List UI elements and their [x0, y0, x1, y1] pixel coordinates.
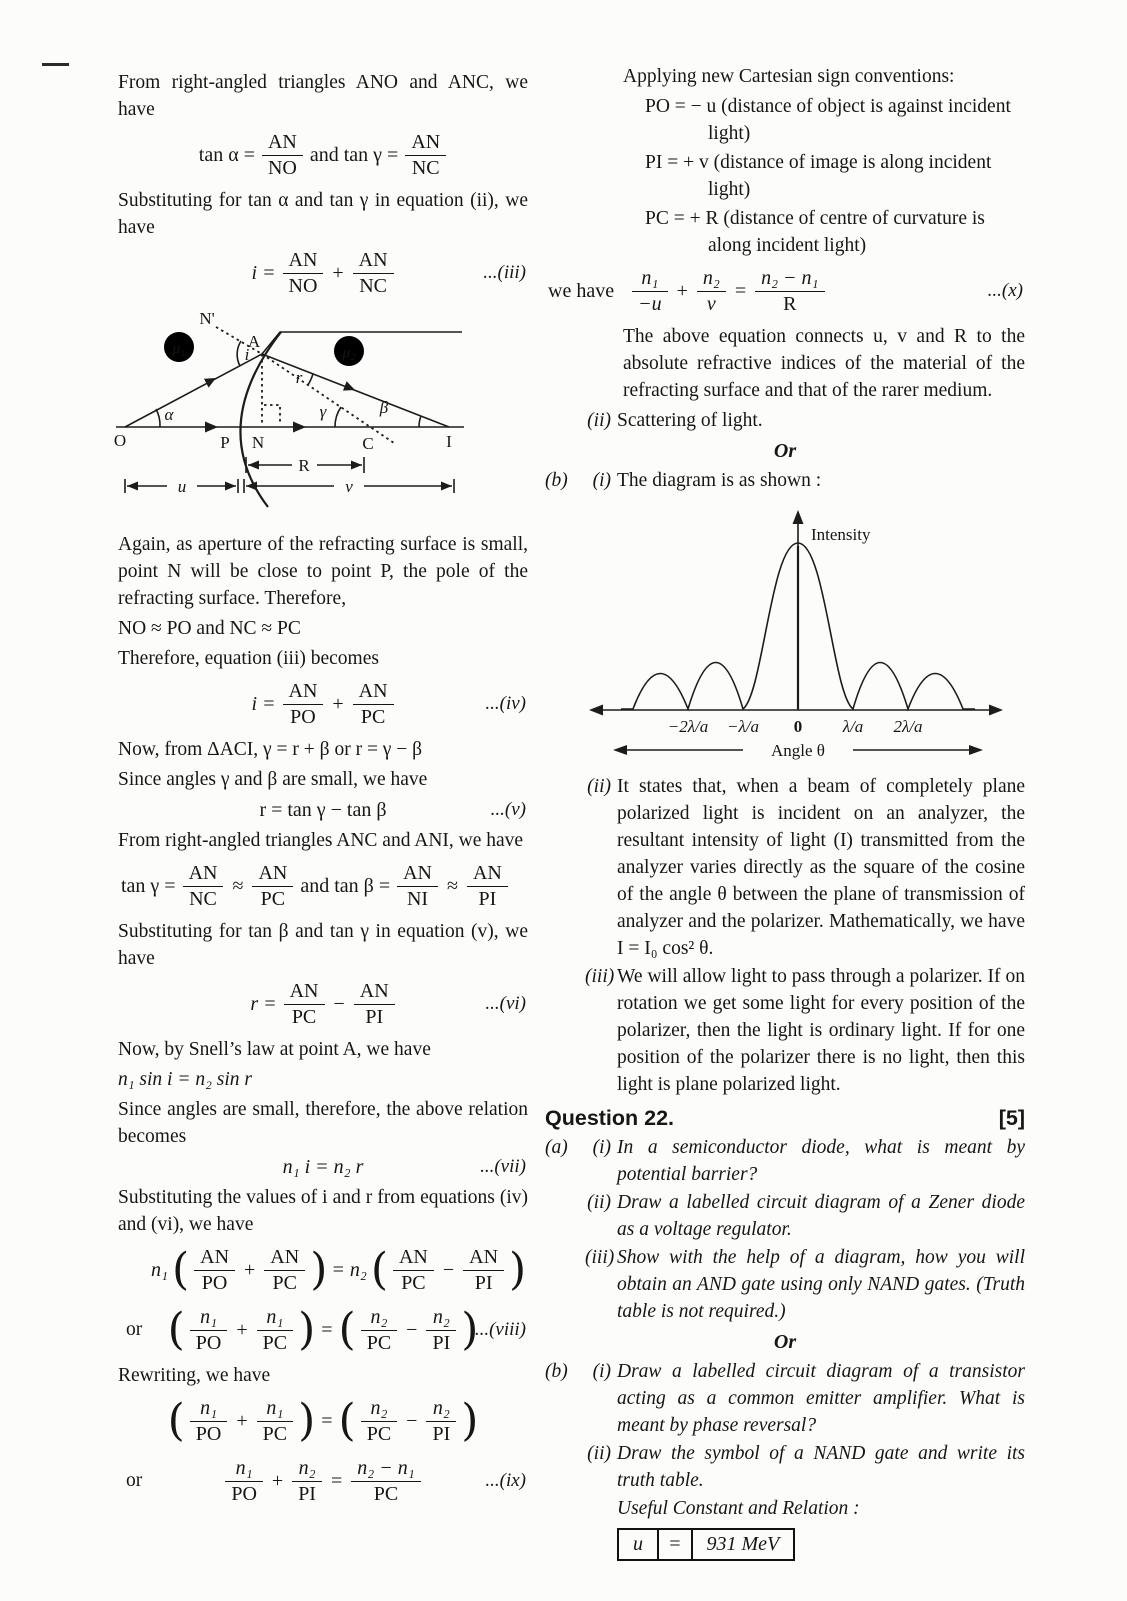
n-prime-label: N': [199, 309, 215, 328]
y-axis-label: Intensity: [811, 525, 871, 544]
spacer: [585, 1495, 617, 1522]
question-b-ii: (ii) Draw the symbol of a NAND gate and write its truth table.: [545, 1440, 1025, 1494]
fraction: $\frac{\text{n₁}}{PO}$: [225, 1456, 263, 1507]
paragraph: Since angles are small, therefore, the above relation becomes: [118, 1099, 528, 1147]
paragraph: From right-angled triangles ANO and ANC, we have: [118, 72, 528, 120]
angle-gamma-arc: [335, 407, 341, 427]
diffraction-svg: [583, 498, 1013, 766]
question-a-ii: (ii) Draw a labelled circuit diagram of a Zener diode as a voltage regulator.: [545, 1189, 1025, 1243]
fraction: $\frac{\text{n₂}}{v}$: [697, 266, 726, 317]
part-label: (a): [545, 1137, 568, 1158]
y-axis-arrowhead: [793, 510, 804, 524]
equation-vi: r = $\frac{AN}{PC}$ − $\frac{AN}{PI}$ ...(vi): [250, 979, 526, 1028]
item-number: (i): [592, 1137, 611, 1158]
paragraph: Substituting the values of i and r from equations (iv) and (vi), we have: [118, 1187, 528, 1235]
equation-iv: i = $\frac{AN}{PO}$ + $\frac{AN}{PC}$ ...(iv): [251, 679, 526, 728]
fraction: $\frac{AN}{NC}$: [405, 130, 446, 181]
fraction: $\frac{\text{n₂}}{PI}$: [426, 1396, 456, 1447]
question-a-i: (a) (i) In a semiconductor diode, what is meant by potential barrier?: [545, 1134, 1025, 1188]
fraction: $\frac{\text{n₁}}{-u}$: [632, 266, 668, 317]
tick-label: −λ/a: [726, 717, 760, 736]
equation-substituted: n₁ ( $\frac{AN}{PO}$ + $\frac{AN}{PC}$ ) = n₂ ( $\frac{AN}{PC}$ − $\frac{AN}{PI}$ ): [151, 1244, 527, 1296]
constant-value-cell: 931 MeV: [692, 1529, 795, 1560]
angle-r-label: r: [295, 368, 303, 387]
refraction-ray-diagram: [106, 307, 528, 527]
fraction: $\frac{AN}{PC}$: [252, 861, 293, 912]
right-column: [545, 60, 1025, 1561]
constant-symbol-cell: u: [618, 1529, 658, 1560]
angle-beta-label: β: [379, 398, 389, 417]
tick-label: λ/a: [842, 717, 864, 736]
equation-number: ...(iv): [485, 693, 526, 714]
answer-b-i: (b) (i) The diagram is as shown :: [545, 467, 1025, 494]
part-label: (b): [545, 470, 568, 491]
x-axis-label: Angle θ: [771, 741, 825, 760]
axis-arrowhead: [293, 422, 306, 433]
item-number: (ii): [587, 410, 611, 431]
equation-v: r = tan γ − tan β ...(v): [259, 798, 526, 821]
angle-r-arc: [308, 374, 313, 385]
paragraph: Now, from ΔACI, γ = r + β or r = γ − β: [118, 739, 423, 760]
useful-constant-line: Useful Constant and Relation :: [545, 1495, 1025, 1522]
fraction: $\frac{AN}{PO}$: [194, 1245, 235, 1296]
fraction: $\frac{\text{n₂}}{PI}$: [426, 1305, 456, 1356]
point-A-label: A: [247, 332, 261, 351]
x-axis-arrowhead-left: [589, 705, 603, 716]
equation-number: ...(x): [987, 280, 1023, 301]
equation-number: ...(viii): [474, 1319, 526, 1340]
dim-arrowhead: [441, 482, 452, 491]
paragraph: Therefore, equation (iii) becomes: [118, 648, 379, 669]
spacer: [545, 1189, 585, 1243]
part-label: (b): [545, 1361, 568, 1382]
distance-v-label: v: [345, 477, 353, 496]
fraction: $\frac{\text{n₁}}{PC}$: [257, 1396, 293, 1447]
paragraph: Substituting for tan α and tan γ in equation (ii), we have: [118, 190, 528, 238]
answer-b-ii-malus-law: (ii) It states that, when a beam of completely plane polarized light is incident on an analyzer, the resultant intensity of light (I) transmitted from the analyzer varies directly as the square of the cosine of the angle θ between the plane of transmission of analyzer and the polarizer. Mathematically, we have I = I₀ cos² θ.: [545, 773, 1025, 962]
sign-convention-po: PO = − u (distance of object is against incident light): [645, 96, 1011, 144]
snell-law-equation: n₁ sin i = n₂ sin r: [118, 1069, 252, 1090]
angle-arrowhead-right: [969, 745, 983, 755]
or-divider: Or: [773, 440, 797, 462]
equation-vii: n₁ i = n₂ r ...(vii): [282, 1155, 526, 1178]
fraction: $\frac{\text{n₂}}{PI}$: [292, 1456, 322, 1507]
table-row: [618, 1529, 794, 1560]
fraction: $\frac{AN}{PC}$: [353, 679, 394, 730]
answer-ii-scattering: (ii) Scattering of light.: [545, 407, 1025, 434]
angle-i-arc: [237, 341, 241, 366]
dim-arrowhead: [225, 482, 236, 491]
angle-gamma-label: γ: [319, 402, 327, 421]
answer-b-iii-polarizer: (iii) We will allow light to pass through a polarizer. If on rotation we get some light for every position of the polarizer, then the light is ordinary light. If for one position of the polarizer there is no light, then this light is plane polarized light.: [545, 963, 1025, 1098]
fraction: $\frac{\text{n₂}}{PC}$: [361, 1305, 397, 1356]
fraction: $\frac{AN}{PI}$: [467, 861, 508, 912]
or-lead: or: [126, 1470, 143, 1491]
equation-number: ...(vi): [485, 993, 526, 1014]
item-number: (ii): [587, 1192, 611, 1213]
tick-label: 2λ/a: [893, 717, 923, 736]
fraction: $\frac{AN}{PO}$: [283, 679, 324, 730]
item-number: (i): [592, 470, 611, 491]
dim-arrowhead: [351, 461, 362, 470]
fraction: $\frac{AN}{PI}$: [354, 979, 395, 1030]
constant-table: [617, 1528, 795, 1561]
item-number: (iii): [585, 1247, 615, 1268]
item-number: (i): [592, 1361, 611, 1382]
paragraph: The above equation connects u, v and R to the absolute refractive indices of the material of the refracting surface and that of the rarer medium.: [623, 326, 1025, 401]
or-divider: Or: [773, 1331, 797, 1353]
fraction: $\frac{AN}{PI}$: [463, 1245, 504, 1296]
angle-arrowhead-left: [613, 745, 627, 755]
question-a-iii: (iii) Show with the help of a diagram, how you will obtain an AND gate using only NAND gates. (Truth table is not required.): [545, 1244, 1025, 1325]
paragraph: From right-angled triangles ANC and ANI, we have: [118, 830, 524, 851]
x-axis-arrowhead-right: [989, 705, 1003, 716]
point-C-label: C: [362, 434, 374, 453]
fraction: $\frac{AN}{PC}$: [393, 1245, 434, 1296]
equation-viii: or ( $\frac{\text{n₁}}{PO}$ + $\frac{\text{n₁}}{PC}$ ) = ( $\frac{\text{n₂}}{PC}$ − $\frac{\text{n₂}}{PI}$ ) ...(viii): [126, 1304, 526, 1356]
incident-ray-arrowhead: [204, 378, 216, 388]
tick-label: −2λ/a: [667, 717, 709, 736]
scan-artifact-dash: [42, 63, 69, 66]
paragraph: Again, as aperture of the refracting surface is small, point N will be close to point P, the pole of the refracting surface. Therefore,: [118, 534, 528, 609]
item-number: (iii): [585, 966, 615, 987]
fraction: $\frac{AN}{NI}$: [397, 861, 438, 912]
tick-label: 0: [793, 717, 803, 736]
diffraction-intensity-diagram: [583, 498, 1025, 771]
fraction: $\frac{AN}{NC}$: [183, 861, 224, 912]
equation-number: ...(iii): [483, 262, 526, 283]
fraction: $\frac{\text{n₁}}{PO}$: [190, 1305, 228, 1356]
fraction: $\frac{AN}{NO}$: [283, 248, 324, 299]
item-number: (ii): [587, 1443, 611, 1464]
equation-x: we have $\frac{\text{n₁}}{-u}$ + $\frac{\text{n₂}}{v}$ = $\frac{\text{n₂ − n₁}}{R}$ ...(x): [548, 266, 1023, 315]
dim-arrowhead: [246, 482, 257, 491]
item-number: (ii): [587, 776, 611, 797]
equation-tan-gamma-beta: tan γ = $\frac{AN}{NC}$ ≈ $\frac{AN}{PC}$ and tan β = $\frac{AN}{NI}$ ≈ $\frac{AN}{PI}$: [118, 858, 528, 914]
fraction: $\frac{AN}{PC}$: [264, 1245, 305, 1296]
distance-u-label: u: [177, 477, 187, 496]
equation-number: ...(v): [490, 799, 526, 820]
fraction: $\frac{AN}{PC}$: [284, 979, 325, 1030]
ray-diagram-svg: [106, 307, 478, 522]
question-22-heading: [545, 1106, 1025, 1131]
spacer: [545, 1440, 585, 1494]
equation-number: ...(vii): [480, 1156, 526, 1177]
angle-beta-arc: [419, 416, 421, 427]
fraction: $\frac{\text{n₁}}{PO}$: [190, 1396, 228, 1447]
spacer: [545, 1495, 585, 1522]
equation-iii: i = $\frac{AN}{NO}$ + $\frac{AN}{NC}$ ...(iii): [251, 248, 526, 297]
or-lead: or: [126, 1319, 143, 1340]
spacer: [545, 407, 585, 434]
equals-cell: =: [658, 1529, 692, 1560]
question-marks: [5]: [998, 1106, 1025, 1130]
point-P-label: P: [220, 433, 230, 452]
fraction: $\frac{\text{n₂}}{PC}$: [361, 1396, 397, 1447]
left-column: [113, 66, 528, 1513]
mu2-label: μ₂: [342, 345, 356, 361]
right-angle-mark: [264, 405, 280, 425]
point-I-label: I: [446, 432, 452, 451]
fraction: $\frac{\text{n₂ − n₁}}{PC}$: [351, 1456, 420, 1507]
dim-arrowhead: [248, 461, 259, 470]
point-N-label: N: [251, 433, 265, 452]
paragraph: Since angles γ and β are small, we have: [118, 769, 428, 790]
equation-ix: or $\frac{\text{n₁}}{PO}$ + $\frac{\text{n₂}}{PI}$ = $\frac{\text{n₂ − n₁}}{PC}$ ...(ix): [126, 1456, 526, 1505]
angle-alpha-arc: [156, 409, 160, 427]
fraction: $\frac{AN}{NO}$: [262, 130, 303, 181]
sign-convention-pi: PI = + v (distance of image is along incident light): [645, 152, 992, 200]
axis-arrowhead: [205, 422, 218, 433]
point-O-label: O: [113, 431, 127, 450]
fraction: $\frac{\text{n₂ − n₁}}{R}$: [755, 266, 824, 317]
paragraph: Applying new Cartesian sign conventions:: [623, 66, 955, 87]
equation-tan-alpha-gamma: tan α = $\frac{AN}{NO}$ and tan γ = $\frac{AN}{NC}$: [118, 127, 528, 183]
spacer: [545, 1244, 585, 1325]
fraction: $\frac{AN}{NC}$: [353, 248, 394, 299]
question-title: Question 22.: [545, 1106, 675, 1130]
paragraph: Substituting for tan β and tan γ in equation (v), we have: [118, 921, 528, 969]
equation-rewritten: ( $\frac{\text{n₁}}{PO}$ + $\frac{\text{n₁}}{PC}$ ) = ( $\frac{\text{n₂}}{PC}$ − $\frac{\text{n₂}}{PI}$ ): [167, 1395, 479, 1447]
fraction: $\frac{\text{n₁}}{PC}$: [257, 1305, 293, 1356]
spacer: [545, 773, 585, 962]
paragraph: Now, by Snell’s law at point A, we have: [118, 1039, 431, 1060]
sign-convention-pc: PC = + R (distance of centre of curvature is along incident light): [645, 208, 985, 256]
paragraph: Rewriting, we have: [118, 1365, 271, 1386]
approx-relation: NO ≈ PO and NC ≈ PC: [118, 618, 301, 639]
radius-R-label: R: [298, 456, 310, 475]
angle-alpha-label: α: [164, 405, 174, 424]
dim-arrowhead: [127, 482, 138, 491]
angle-i-label: i: [244, 345, 250, 364]
mu1-label: μ₁: [172, 341, 186, 357]
equation-number: ...(ix): [485, 1470, 526, 1491]
spacer: [545, 963, 585, 1098]
question-b-i: (b) (i) Draw a labelled circuit diagram of a transistor acting as a common emitter amplifier. What is meant by phase reversal?: [545, 1358, 1025, 1439]
